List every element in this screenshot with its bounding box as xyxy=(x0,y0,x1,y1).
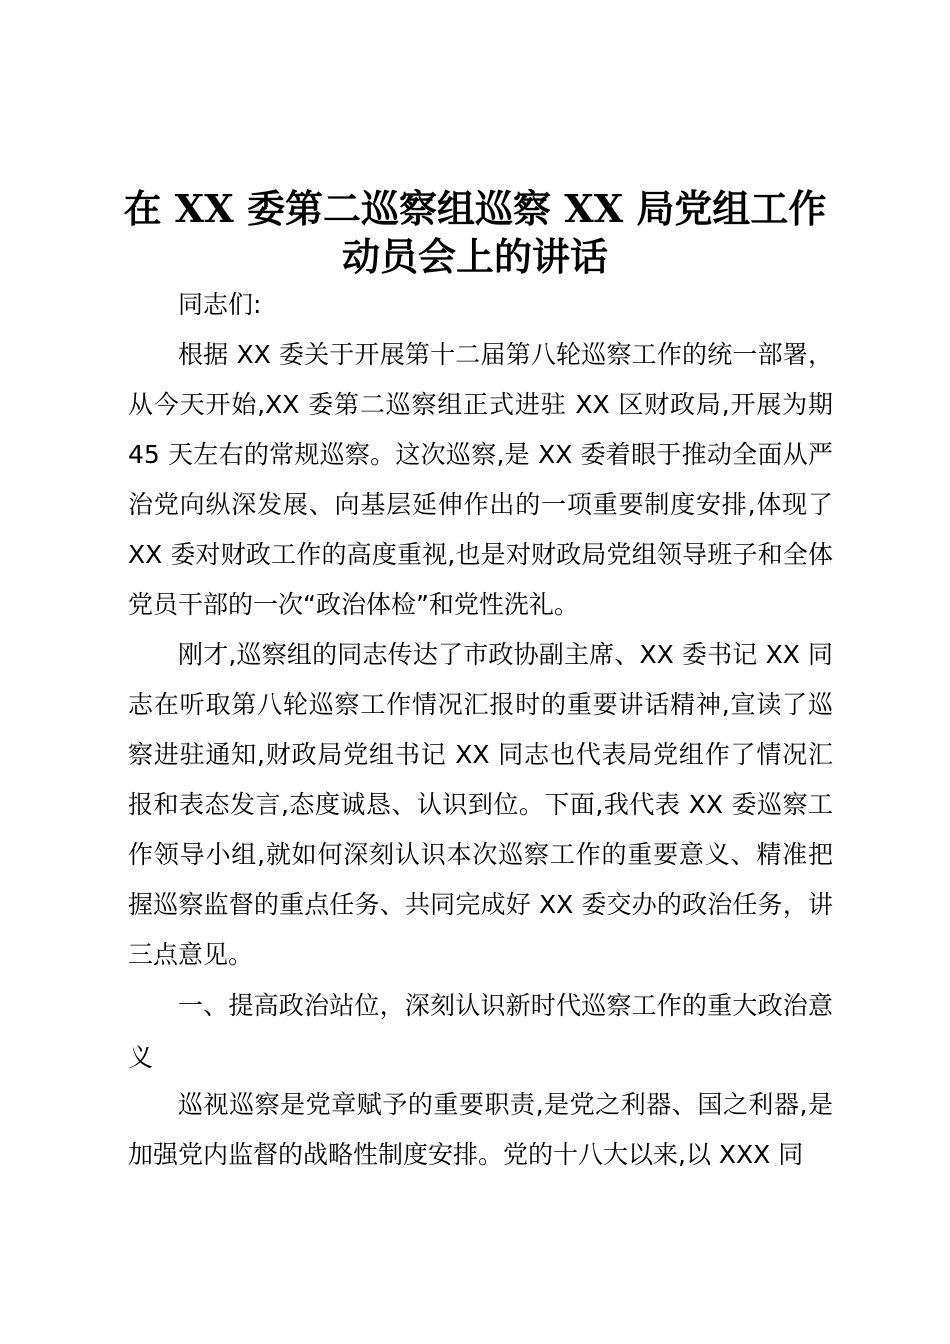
paragraph-3: 巡视巡察是党章赋予的重要职责,是党之利器、国之利器,是加强党内监督的战略性制度安排。党的十八大以来,以 XXX 同 xyxy=(128,1090,833,1169)
salutation: 同志们: xyxy=(178,290,262,319)
paragraph-2: 刚才,巡察组的同志传达了市政协副主席、XX 委书记 XX 同志在听取第八轮巡察工作情况汇报时的重要讲话精神,宣读了巡察进驻通知,财政局党组书记 XX 同志也代表局党组作了情况汇报和表态发言,态度诚恳、认识到位。下面,我代表 XX 委巡察工作领导小组,就如何深刻认识本次巡察工作的重要意义、精准把握巡察监督的重点任务、共同完成好 XX 委交办的政治任务，讲三点意见。 xyxy=(128,640,833,969)
paragraph-1-block xyxy=(128,330,833,630)
document-title-line-2: 动员会上的讲话 xyxy=(341,234,608,279)
section-heading-block xyxy=(128,980,833,1084)
section-heading-1: 一、提高政治站位，深刻认识新时代巡察工作的重大政治意义 xyxy=(128,991,833,1072)
paragraph-1: 根据 XX 委关于开展第十二届第八轮巡察工作的统一部署，从今天开始,XX 委第二巡察组正式进驻 XX 区财政局,开展为期 45 天左右的常规巡察。这次巡察,是 XX 委着眼于推动全面从严治党向纵深发展、向基层延伸作出的一项重要制度安排,体现了 XX 委对财政工作的高度重视,也是对财政局党组领导班子和全体党员干部的一次“政治体检”和党性洗礼。 xyxy=(128,340,833,619)
document-title-line-1: 在 XX 委第二巡察组巡察 XX 局党组工作 xyxy=(123,186,827,231)
paragraph-3-block xyxy=(128,1080,833,1180)
paragraph-2-block xyxy=(128,630,833,980)
